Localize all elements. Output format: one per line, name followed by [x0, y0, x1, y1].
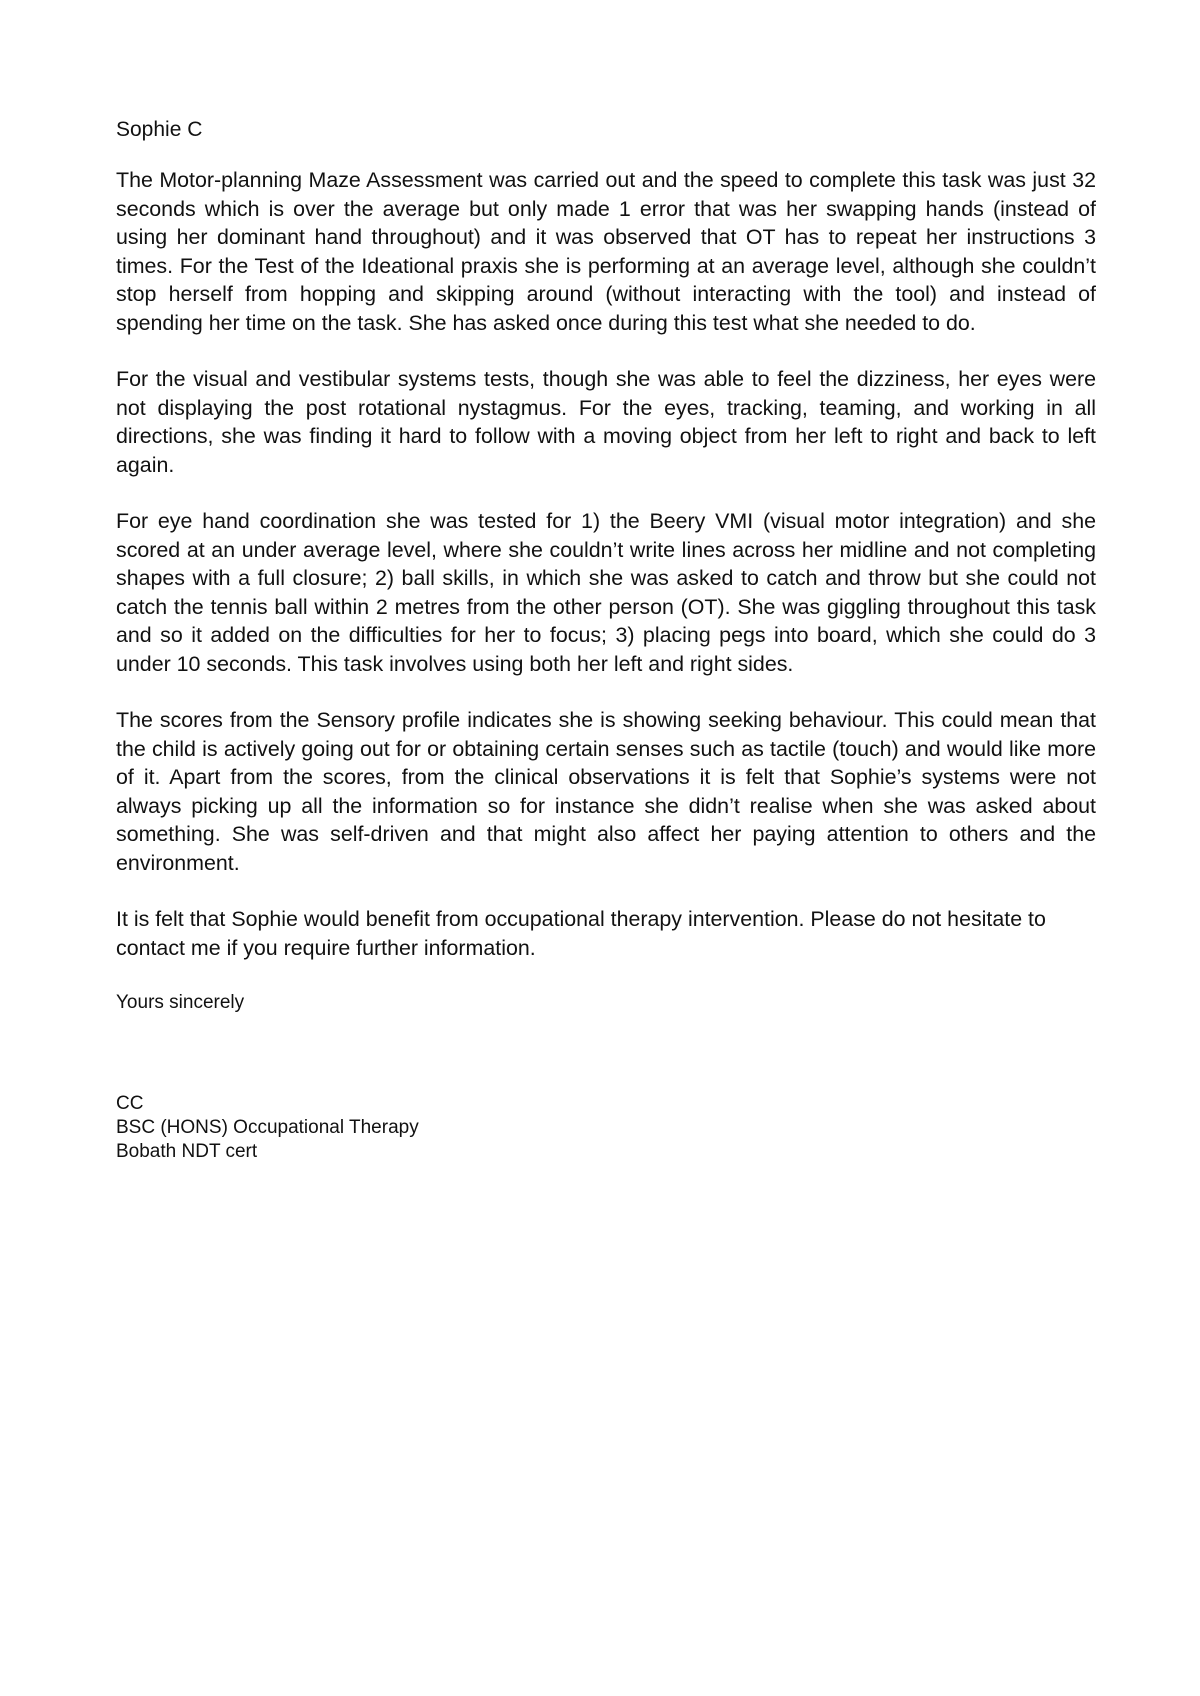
paragraph-sensory-profile: The scores from the Sensory profile indicates she is showing seeking behaviour. This could mean that the child is actively going out for or obtaining certain senses such as tactile (touch) and would like more of it. Apart from the scores, from the clinical observations it is felt that Sophie’s systems were not always picking up all the information so for instance she didn’t realise when she was asked about something. She was self-driven and that might also affect her paying attention to others and the environment. [116, 708, 1096, 875]
signature-block [116, 1092, 1096, 1164]
signature-qualification: BSC (HONS) Occupational Therapy [116, 1117, 419, 1138]
signature-certification: Bobath NDT cert [116, 1141, 258, 1162]
paragraph-recommendation: It is felt that Sophie would benefit from occupational therapy intervention. Please do not hesitate to contact me if you require further information. [116, 907, 1046, 960]
paragraph-visual-vestibular: For the visual and vestibular systems tests, though she was able to feel the dizziness, her eyes were not displaying the post rotational nystagmus. For the eyes, tracking, teaming, and working in all directions, she was finding it hard to follow with a moving object from her left to right and back to left again. [116, 367, 1096, 477]
signature-name: CC [116, 1093, 144, 1114]
paragraph-motor-planning: The Motor-planning Maze Assessment was carried out and the speed to complete this task was just 32 seconds which is over the average but only made 1 error that was her swapping hands (instead of using her dominant hand throughout) and it was observed that OT has to repeat her instructions 3 times. For the Test of the Ideational praxis she is performing at an average level, although she couldn’t stop herself from hopping and skipping around (without interacting with the tool) and instead of spending her time on the task. She has asked once during this test what she needed to do. [116, 168, 1096, 335]
closing-salutation: Yours sincerely [116, 992, 245, 1013]
paragraph-eye-hand-coordination: For eye hand coordination she was tested for 1) the Beery VMI (visual motor integration) and she scored at an under average level, where she couldn’t write lines across her midline and not completing shapes with a full closure; 2) ball skills, in which she was asked to catch and throw but she could not catch the tennis ball within 2 metres from the other person (OT). She was giggling throughout this task and so it added on the difficulties for her to focus; 3) placing pegs into board, which she could do 3 under 10 seconds. This task involves using both her left and right sides. [116, 509, 1096, 676]
recipient-name: Sophie C [116, 118, 203, 141]
letter-body [116, 116, 1096, 1164]
